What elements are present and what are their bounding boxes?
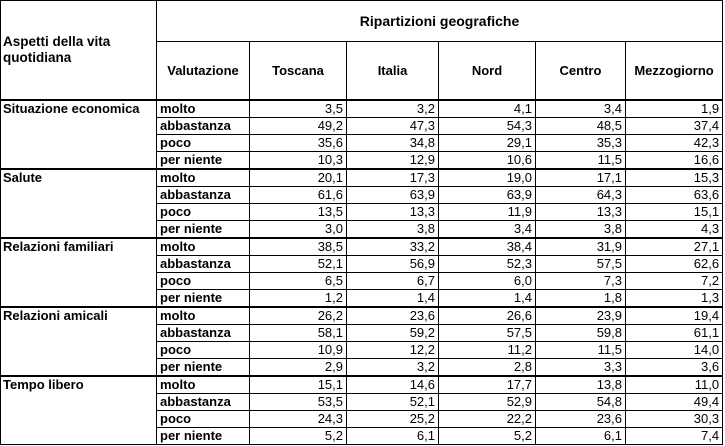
value-cell: 17,7 bbox=[439, 376, 536, 394]
rating-label: abbastanza bbox=[157, 118, 250, 135]
column-header: Nord bbox=[439, 42, 536, 101]
rating-label: molto bbox=[157, 238, 250, 256]
value-cell: 52,1 bbox=[250, 256, 347, 273]
rating-label: per niente bbox=[157, 428, 250, 445]
value-cell: 3,4 bbox=[439, 221, 536, 239]
value-cell: 10,3 bbox=[250, 152, 347, 170]
value-cell: 26,6 bbox=[439, 307, 536, 325]
value-cell: 11,5 bbox=[536, 152, 626, 170]
rating-label: poco bbox=[157, 135, 250, 152]
value-cell: 17,1 bbox=[536, 169, 626, 187]
value-cell: 2,8 bbox=[439, 359, 536, 377]
value-cell: 3,5 bbox=[250, 100, 347, 118]
value-cell: 7,3 bbox=[536, 273, 626, 290]
rating-label: abbastanza bbox=[157, 394, 250, 411]
value-cell: 49,4 bbox=[626, 394, 723, 411]
rating-label: abbastanza bbox=[157, 187, 250, 204]
value-cell: 35,6 bbox=[250, 135, 347, 152]
value-cell: 23,9 bbox=[536, 307, 626, 325]
value-cell: 14,6 bbox=[347, 376, 439, 394]
value-cell: 61,6 bbox=[250, 187, 347, 204]
value-cell: 15,1 bbox=[626, 204, 723, 221]
column-header: Toscana bbox=[250, 42, 347, 101]
aspect-label: Relazioni familiari bbox=[1, 238, 157, 307]
value-cell: 13,5 bbox=[250, 204, 347, 221]
value-cell: 11,9 bbox=[439, 204, 536, 221]
rating-label: per niente bbox=[157, 290, 250, 308]
value-cell: 26,2 bbox=[250, 307, 347, 325]
value-cell: 6,5 bbox=[250, 273, 347, 290]
value-cell: 13,8 bbox=[536, 376, 626, 394]
value-cell: 49,2 bbox=[250, 118, 347, 135]
value-cell: 59,2 bbox=[347, 325, 439, 342]
value-cell: 11,2 bbox=[439, 342, 536, 359]
value-cell: 30,3 bbox=[626, 411, 723, 428]
value-cell: 6,7 bbox=[347, 273, 439, 290]
value-cell: 11,5 bbox=[536, 342, 626, 359]
value-cell: 6,0 bbox=[439, 273, 536, 290]
table-row bbox=[1, 238, 723, 256]
value-cell: 3,2 bbox=[347, 359, 439, 377]
value-cell: 5,2 bbox=[250, 428, 347, 445]
value-cell: 6,1 bbox=[347, 428, 439, 445]
value-cell: 54,8 bbox=[536, 394, 626, 411]
value-cell: 11,0 bbox=[626, 376, 723, 394]
value-cell: 20,1 bbox=[250, 169, 347, 187]
value-cell: 7,2 bbox=[626, 273, 723, 290]
column-header: Mezzogiorno bbox=[626, 42, 723, 101]
rating-label: per niente bbox=[157, 152, 250, 170]
value-cell: 56,9 bbox=[347, 256, 439, 273]
value-cell: 17,3 bbox=[347, 169, 439, 187]
value-cell: 1,9 bbox=[626, 100, 723, 118]
value-cell: 37,4 bbox=[626, 118, 723, 135]
value-cell: 3,6 bbox=[626, 359, 723, 377]
value-cell: 24,3 bbox=[250, 411, 347, 428]
rating-label: molto bbox=[157, 376, 250, 394]
rating-label: molto bbox=[157, 100, 250, 118]
value-cell: 54,3 bbox=[439, 118, 536, 135]
value-cell: 52,9 bbox=[439, 394, 536, 411]
value-cell: 53,5 bbox=[250, 394, 347, 411]
aspect-column-header: Aspetti della vita quotidiana bbox=[1, 1, 157, 101]
value-cell: 42,3 bbox=[626, 135, 723, 152]
value-cell: 48,5 bbox=[536, 118, 626, 135]
column-header: Valutazione bbox=[157, 42, 250, 101]
table-row bbox=[1, 376, 723, 394]
value-cell: 25,2 bbox=[347, 411, 439, 428]
value-cell: 1,3 bbox=[626, 290, 723, 308]
value-cell: 14,0 bbox=[626, 342, 723, 359]
value-cell: 22,2 bbox=[439, 411, 536, 428]
value-cell: 3,8 bbox=[536, 221, 626, 239]
value-cell: 61,1 bbox=[626, 325, 723, 342]
rating-label: poco bbox=[157, 411, 250, 428]
value-cell: 58,1 bbox=[250, 325, 347, 342]
rating-label: molto bbox=[157, 307, 250, 325]
value-cell: 63,6 bbox=[626, 187, 723, 204]
value-cell: 3,3 bbox=[536, 359, 626, 377]
value-cell: 3,0 bbox=[250, 221, 347, 239]
column-header: Centro bbox=[536, 42, 626, 101]
value-cell: 15,3 bbox=[626, 169, 723, 187]
value-cell: 10,9 bbox=[250, 342, 347, 359]
value-cell: 64,3 bbox=[536, 187, 626, 204]
value-cell: 7,4 bbox=[626, 428, 723, 445]
value-cell: 59,8 bbox=[536, 325, 626, 342]
rating-label: per niente bbox=[157, 359, 250, 377]
value-cell: 1,4 bbox=[347, 290, 439, 308]
aspect-label: Relazioni amicali bbox=[1, 307, 157, 376]
value-cell: 34,8 bbox=[347, 135, 439, 152]
value-cell: 52,1 bbox=[347, 394, 439, 411]
column-header: Italia bbox=[347, 42, 439, 101]
value-cell: 23,6 bbox=[347, 307, 439, 325]
value-cell: 19,0 bbox=[439, 169, 536, 187]
value-cell: 2,9 bbox=[250, 359, 347, 377]
value-cell: 35,3 bbox=[536, 135, 626, 152]
value-cell: 12,2 bbox=[347, 342, 439, 359]
value-cell: 29,1 bbox=[439, 135, 536, 152]
value-cell: 3,8 bbox=[347, 221, 439, 239]
table-row bbox=[1, 100, 723, 118]
value-cell: 1,4 bbox=[439, 290, 536, 308]
value-cell: 33,2 bbox=[347, 238, 439, 256]
value-cell: 5,2 bbox=[439, 428, 536, 445]
value-cell: 1,2 bbox=[250, 290, 347, 308]
value-cell: 47,3 bbox=[347, 118, 439, 135]
value-cell: 12,9 bbox=[347, 152, 439, 170]
table-body bbox=[1, 100, 723, 445]
value-cell: 4,3 bbox=[626, 221, 723, 239]
value-cell: 10,6 bbox=[439, 152, 536, 170]
value-cell: 3,2 bbox=[347, 100, 439, 118]
table-row bbox=[1, 307, 723, 325]
value-cell: 63,9 bbox=[439, 187, 536, 204]
value-cell: 62,6 bbox=[626, 256, 723, 273]
group-header: Ripartizioni geografiche bbox=[157, 1, 723, 42]
rating-label: poco bbox=[157, 273, 250, 290]
value-cell: 52,3 bbox=[439, 256, 536, 273]
rating-label: poco bbox=[157, 342, 250, 359]
value-cell: 3,4 bbox=[536, 100, 626, 118]
value-cell: 4,1 bbox=[439, 100, 536, 118]
value-cell: 23,6 bbox=[536, 411, 626, 428]
aspect-label: Situazione economica bbox=[1, 100, 157, 169]
aspect-label: Tempo libero bbox=[1, 376, 157, 445]
value-cell: 27,1 bbox=[626, 238, 723, 256]
rating-label: per niente bbox=[157, 221, 250, 239]
value-cell: 13,3 bbox=[536, 204, 626, 221]
value-cell: 57,5 bbox=[439, 325, 536, 342]
value-cell: 63,9 bbox=[347, 187, 439, 204]
value-cell: 15,1 bbox=[250, 376, 347, 394]
value-cell: 13,3 bbox=[347, 204, 439, 221]
value-cell: 38,4 bbox=[439, 238, 536, 256]
value-cell: 16,6 bbox=[626, 152, 723, 170]
rating-label: poco bbox=[157, 204, 250, 221]
rating-label: abbastanza bbox=[157, 325, 250, 342]
value-cell: 6,1 bbox=[536, 428, 626, 445]
value-cell: 19,4 bbox=[626, 307, 723, 325]
value-cell: 38,5 bbox=[250, 238, 347, 256]
rating-label: abbastanza bbox=[157, 256, 250, 273]
table-row bbox=[1, 169, 723, 187]
value-cell: 57,5 bbox=[536, 256, 626, 273]
rating-label: molto bbox=[157, 169, 250, 187]
value-cell: 31,9 bbox=[536, 238, 626, 256]
value-cell: 1,8 bbox=[536, 290, 626, 308]
aspect-label: Salute bbox=[1, 169, 157, 238]
